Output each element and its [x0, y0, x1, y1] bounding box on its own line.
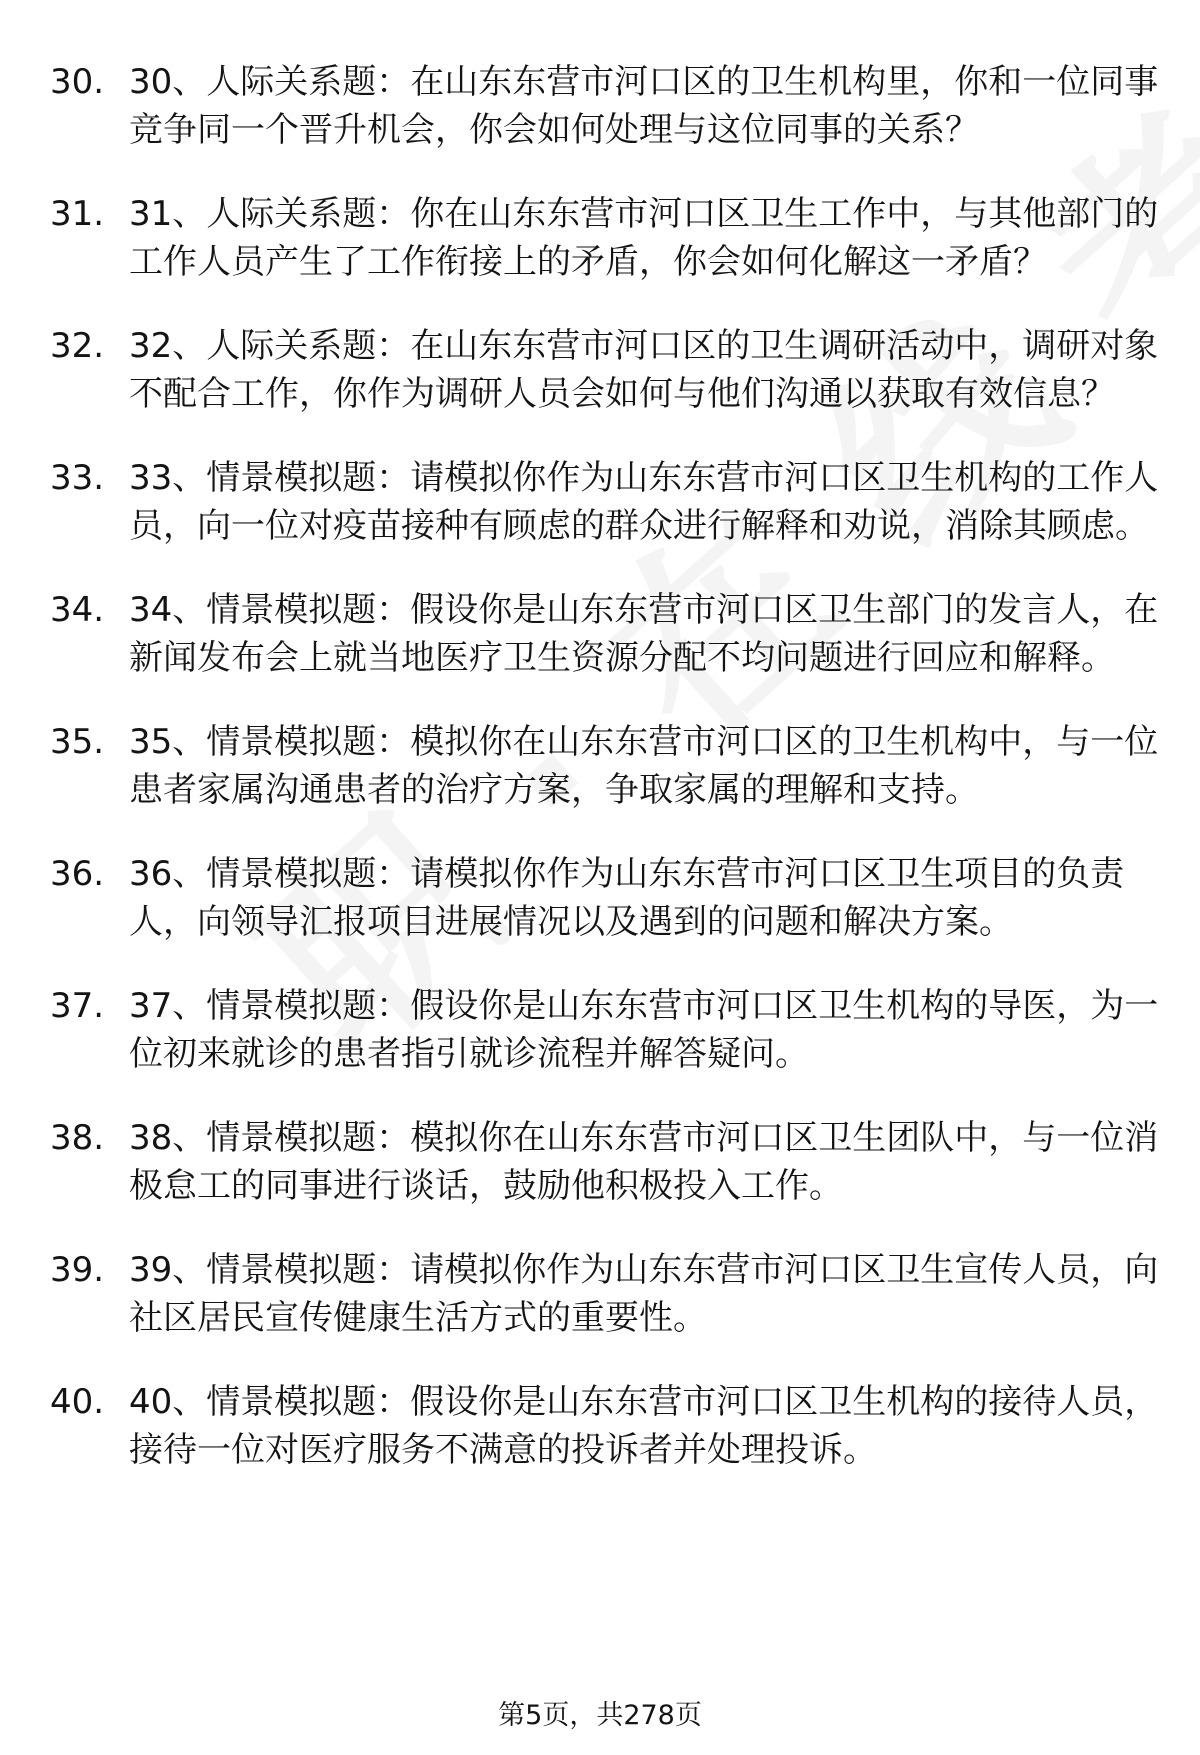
question-item [50, 1378, 1160, 1474]
question-item [50, 322, 1160, 418]
question-text: 31、人际关系题：你在山东东营市河口区卫生工作中，与其他部门的工作人员产生了工作衔接上的矛盾，你会如何化解这一矛盾？ [129, 194, 1159, 282]
question-item [50, 586, 1160, 682]
page-number-label: 第5页，共278页 [498, 1700, 702, 1731]
question-number: 32. [50, 326, 105, 366]
question-number: 39. [50, 1250, 105, 1290]
question-text: 32、人际关系题：在山东东营市河口区的卫生调研活动中，调研对象不配合工作，你作为调研人员会如何与他们沟通以获取有效信息？ [129, 326, 1159, 414]
question-item [50, 718, 1160, 814]
question-item [50, 1246, 1160, 1342]
question-text: 38、情景模拟题：模拟你在山东东营市河口区卫生团队中，与一位消极怠工的同事进行谈话，鼓励他积极投入工作。 [129, 1118, 1159, 1206]
question-item [50, 850, 1160, 946]
question-number: 38. [50, 1118, 105, 1158]
page-footer [0, 1698, 1200, 1734]
question-number: 34. [50, 590, 105, 630]
question-item [50, 454, 1160, 550]
question-text: 30、人际关系题：在山东东营市河口区的卫生机构里，你和一位同事竞争同一个晋升机会，你会如何处理与这位同事的关系？ [129, 62, 1159, 150]
question-text: 34、情景模拟题：假设你是山东东营市河口区卫生部门的发言人，在新闻发布会上就当地医疗卫生资源分配不均问题进行回应和解释。 [129, 590, 1159, 678]
question-number: 37. [50, 986, 105, 1026]
question-list [50, 58, 1160, 1510]
question-text: 40、情景模拟题：假设你是山东东营市河口区卫生机构的接待人员，接待一位对医疗服务不满意的投诉者并处理投诉。 [129, 1382, 1159, 1470]
question-number: 36. [50, 854, 105, 894]
question-number: 31. [50, 194, 105, 234]
question-item [50, 58, 1160, 154]
question-number: 30. [50, 62, 105, 102]
question-text: 36、情景模拟题：请模拟你作为山东东营市河口区卫生项目的负责人，向领导汇报项目进展情况以及遇到的问题和解决方案。 [129, 854, 1125, 942]
question-item [50, 982, 1160, 1078]
question-text: 35、情景模拟题：模拟你在山东东营市河口区的卫生机构中，与一位患者家属沟通患者的治疗方案，争取家属的理解和支持。 [129, 722, 1159, 810]
question-text: 39、情景模拟题：请模拟你作为山东东营市河口区卫生宣传人员，向社区居民宣传健康生活方式的重要性。 [129, 1250, 1159, 1338]
question-text: 37、情景模拟题：假设你是山东东营市河口区卫生机构的导医，为一位初来就诊的患者指引就诊流程并解答疑问。 [129, 986, 1159, 1074]
question-text: 33、情景模拟题：请模拟你作为山东东营市河口区卫生机构的工作人员，向一位对疫苗接种有顾虑的群众进行解释和劝说，消除其顾虑。 [129, 458, 1159, 546]
question-number: 33. [50, 458, 105, 498]
question-item [50, 1114, 1160, 1210]
question-item [50, 190, 1160, 286]
question-number: 40. [50, 1382, 105, 1422]
question-number: 35. [50, 722, 105, 762]
